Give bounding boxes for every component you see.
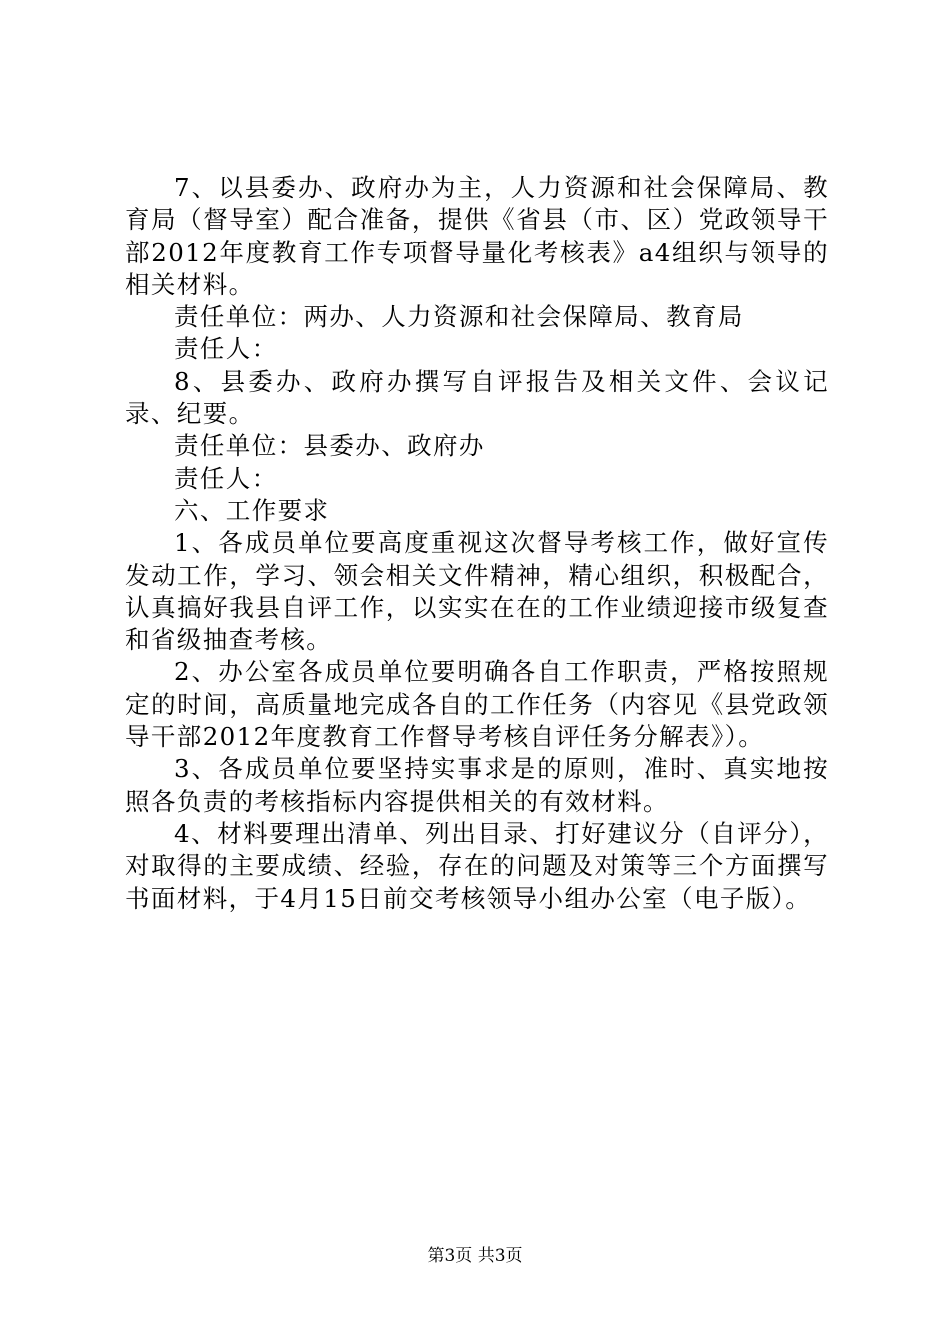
responsible-person-line: 责任人：	[174, 463, 278, 493]
responsible-unit-line: 责任单位：县委办、政府办	[174, 431, 485, 461]
page-number-footer: 第3页 共3页	[427, 1246, 523, 1266]
requirement-item-3: 3、各成员单位要坚持实事求是的原则，准时、真实地按照各负责的考核指标内容提供相关的有效材料。	[125, 754, 829, 816]
requirement-item-1: 1、各成员单位要高度重视这次督导考核工作，做好宣传发动工作，学习、领会相关文件精神，精心组织，积极配合，认真搞好我县自评工作，以实实在在的工作业绩迎接市级复查和省级抽查考核。	[125, 528, 829, 655]
responsible-unit-line: 责任单位：两办、人力资源和社会保障局、教育局	[174, 302, 744, 332]
responsible-person-line: 责任人：	[174, 334, 278, 364]
document-body	[125, 172, 829, 915]
paragraph-item-7: 7、以县委办、政府办为主，人力资源和社会保障局、教育局（督导室）配合准备，提供《省县（市、区）党政领导干部2012年度教育工作专项督导量化考核表》a4组织与领导的相关材料。	[125, 173, 829, 299]
paragraph-item-8: 8、县委办、政府办撰写自评报告及相关文件、会议记录、纪要。	[125, 366, 829, 429]
requirement-item-4: 4、材料要理出清单、列出目录、打好建议分（自评分），对取得的主要成绩、经验，存在的问题及对策等三个方面撰写书面材料，于4月15日前交考核领导小组办公室（电子版）。	[125, 818, 829, 913]
requirement-item-2: 2、办公室各成员单位要明确各自工作职责，严格按照规定的时间，高质量地完成各自的工作任务（内容见《县党政领导干部2012年度教育工作督导考核自评任务分解表》）。	[125, 657, 829, 752]
section-heading: 六、工作要求	[174, 495, 330, 525]
